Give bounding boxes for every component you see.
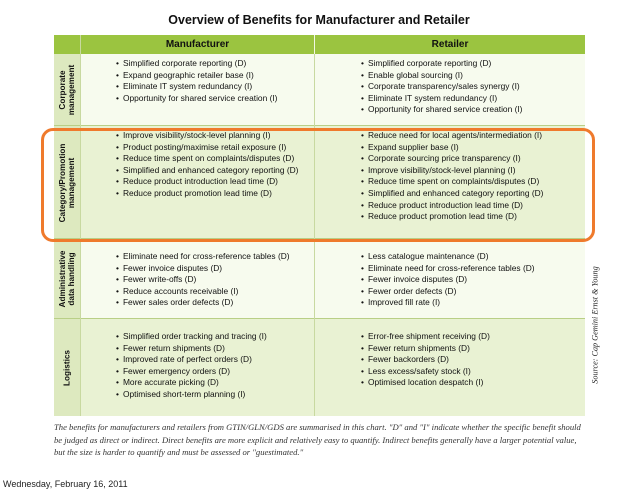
list-item: • Improved fill rate (I) bbox=[361, 297, 535, 309]
list-item: • Reduce time spent on complaints/disputes (D) bbox=[361, 176, 543, 188]
list-item: • Corporate sourcing price transparency (I) bbox=[361, 153, 543, 165]
list-item: • Simplified corporate reporting (D) bbox=[116, 58, 277, 70]
list-item: • Reduce time spent on complaints/disputes (D) bbox=[116, 153, 298, 165]
retailer-benefits-list bbox=[361, 331, 490, 389]
list-item: • Fewer emergency orders (D) bbox=[116, 366, 267, 378]
row-corporate-management bbox=[54, 54, 585, 126]
list-item: • Product posting/maximise retail exposure (I) bbox=[116, 142, 298, 154]
list-item: • Less excess/safety stock (I) bbox=[361, 366, 490, 378]
row-label-cell bbox=[54, 54, 80, 126]
header-corner bbox=[54, 35, 80, 54]
list-item: • Enable global sourcing (I) bbox=[361, 70, 522, 82]
list-item: • Reduce product promotion lead time (D) bbox=[116, 188, 298, 200]
row-administrative-data-handling bbox=[54, 239, 585, 319]
source-credit bbox=[588, 235, 602, 415]
row-label-cell bbox=[54, 239, 80, 319]
category-highlight-outline bbox=[41, 128, 595, 242]
row-label-corporate-management bbox=[58, 65, 76, 116]
list-item: • Fewer invoice disputes (D) bbox=[116, 263, 290, 275]
row-label-line: management bbox=[67, 157, 76, 208]
row-logistics bbox=[54, 319, 585, 416]
row-label-administrative bbox=[58, 251, 76, 308]
list-item: • Optimised short-term planning (I) bbox=[116, 389, 267, 401]
row-label-line: Category/Promotion bbox=[58, 143, 67, 222]
list-item: • Corporate transparency/sales synergy (I) bbox=[361, 81, 522, 93]
source-text: Source: Cap Gemini Ernst & Young bbox=[590, 266, 600, 384]
manufacturer-benefits-list bbox=[116, 331, 267, 401]
list-item: • Simplified and enhanced category reporting (D) bbox=[361, 188, 543, 200]
retailer-benefits-list bbox=[361, 58, 522, 116]
row-label-line: Corporate bbox=[58, 70, 67, 110]
list-item: • Fewer invoice disputes (D) bbox=[361, 274, 535, 286]
manufacturer-benefits-list bbox=[116, 58, 277, 104]
list-item: • Fewer backorders (D) bbox=[361, 354, 490, 366]
list-item: • Fewer return shipments (D) bbox=[361, 343, 490, 355]
list-item: • Less catalogue maintenance (D) bbox=[361, 251, 535, 263]
list-item: • Eliminate IT system redundancy (I) bbox=[361, 93, 522, 105]
list-item: • Reduce product promotion lead time (D) bbox=[361, 211, 543, 223]
list-item: • Improve visibility/stock-level planning (I) bbox=[116, 130, 298, 142]
row-label-line: Administrative bbox=[58, 250, 67, 308]
list-item: • Simplified corporate reporting (D) bbox=[361, 58, 522, 70]
list-item: • Reduce accounts receivable (I) bbox=[116, 286, 290, 298]
list-item: • Eliminate need for cross-reference tables (D) bbox=[361, 263, 535, 275]
manufacturer-benefits-list bbox=[116, 251, 290, 309]
list-item: • Simplified and enhanced category reporting (D) bbox=[116, 165, 298, 177]
retailer-benefits-list bbox=[361, 251, 535, 309]
list-item: • Fewer return shipments (D) bbox=[116, 343, 267, 355]
list-item: • Optimised location despatch (I) bbox=[361, 377, 490, 389]
list-item: • Reduce product introduction lead time (D) bbox=[361, 200, 543, 212]
list-item: • Fewer sales order defects (D) bbox=[116, 297, 290, 309]
list-item: • More accurate picking (D) bbox=[116, 377, 267, 389]
footer-date: Wednesday, February 16, 2011 bbox=[3, 479, 128, 489]
list-item: • Expand geographic retailer base (I) bbox=[116, 70, 277, 82]
list-item: • Fewer write-offs (D) bbox=[116, 274, 290, 286]
list-item: • Eliminate need for cross-reference tables (D) bbox=[116, 251, 290, 263]
list-item: • Error-free shipment receiving (D) bbox=[361, 331, 490, 343]
row-label-logistics: Logistics bbox=[62, 349, 72, 386]
row-label-line: data handling bbox=[67, 252, 76, 306]
list-item: • Reduce need for local agents/intermediation (I) bbox=[361, 130, 543, 142]
chart-caption: The benefits for manufacturers and retailers from GTIN/GLN/GDS are summarised in this chart. "D" and "I" indicate whether the specific benefit should be judged as direct or indirect. Direct benefits are more explicit and relatively easy to quantify. Indirect benefits generally have a larger potential value, but the size is harder to quantify and must be assessed or "guestimated." bbox=[54, 422, 581, 458]
row-label-cell bbox=[54, 319, 80, 416]
list-item: • Fewer order defects (D) bbox=[361, 286, 535, 298]
list-item: • Simplified order tracking and tracing (I) bbox=[116, 331, 267, 343]
row-label-line: management bbox=[67, 64, 76, 116]
list-item: • Eliminate IT system redundancy (I) bbox=[116, 81, 277, 93]
list-item: • Reduce product introduction lead time (D) bbox=[116, 176, 298, 188]
chart-title: Overview of Benefits for Manufacturer and Retailer bbox=[168, 13, 470, 27]
list-item: • Opportunity for shared service creation (I) bbox=[116, 93, 277, 105]
list-item: • Expand supplier base (I) bbox=[361, 142, 543, 154]
list-item: • Improved rate of perfect orders (D) bbox=[116, 354, 267, 366]
header-manufacturer: Manufacturer bbox=[81, 35, 314, 54]
header-retailer: Retailer bbox=[315, 35, 585, 54]
list-item: • Opportunity for shared service creation (I) bbox=[361, 104, 522, 116]
list-item: • Improve visibility/stock-level planning (I) bbox=[361, 165, 543, 177]
